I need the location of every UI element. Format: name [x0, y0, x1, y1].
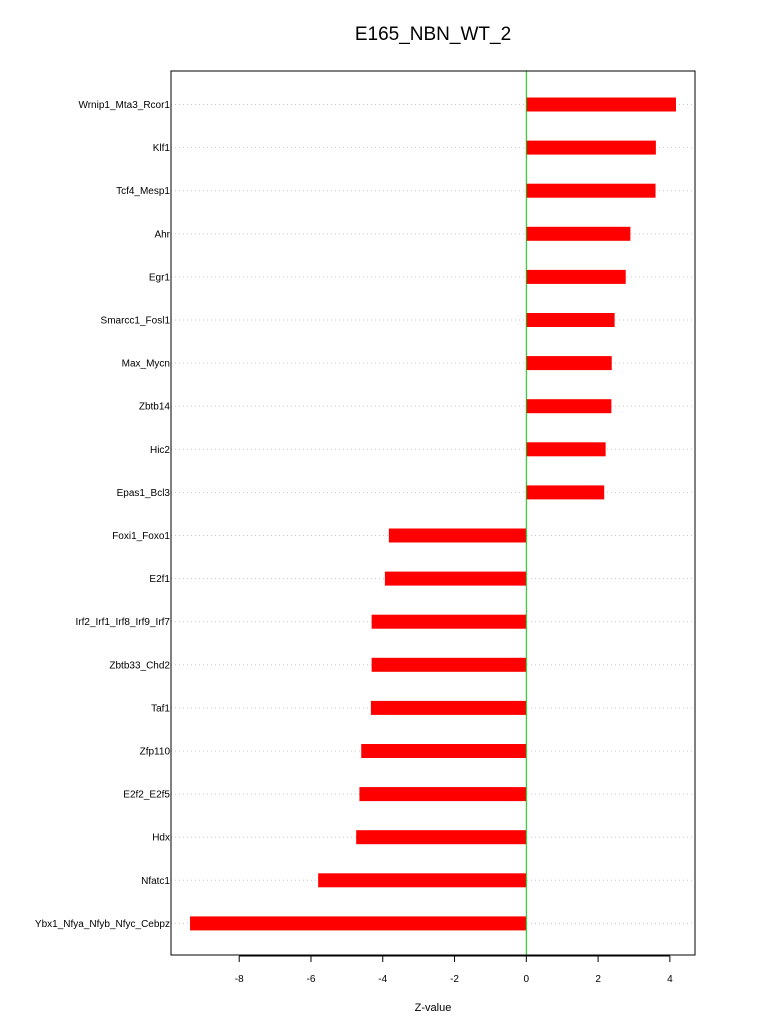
category-label: Egr1: [148, 272, 170, 284]
x-axis: [235, 956, 673, 985]
category-label: Ybx1_Nfya_Nfyb_Nfyc_Cebpz: [34, 918, 170, 930]
bar: [526, 356, 611, 370]
category-label: Zfp110: [139, 746, 170, 758]
bar: [385, 572, 526, 586]
x-tick-label: 2: [595, 974, 601, 985]
bar: [372, 615, 527, 629]
bar: [526, 141, 656, 155]
bar: [526, 227, 630, 241]
bar: [526, 98, 676, 112]
category-label: Klf1: [152, 143, 170, 155]
x-tick-label: -4: [378, 974, 388, 985]
category-label: Max_Mycn: [121, 358, 170, 370]
category-label: Smarcc1_Fosl1: [100, 315, 170, 327]
bar: [526, 184, 655, 198]
bar: [361, 744, 526, 758]
bars: [190, 98, 676, 931]
x-tick-label: -2: [450, 974, 459, 985]
bar: [318, 873, 526, 887]
bar: [526, 270, 625, 284]
category-label: Nfatc1: [141, 875, 170, 887]
category-label: Zbtb33_Chd2: [109, 660, 170, 672]
bar: [356, 830, 526, 844]
bar: [190, 916, 526, 930]
chart-title: E165_NBN_WT_2: [354, 24, 512, 45]
category-label: Hic2: [149, 444, 170, 456]
category-label: E2f2_E2f5: [123, 789, 170, 801]
x-tick-label: 4: [667, 974, 673, 985]
category-label: Epas1_Bcl3: [116, 487, 170, 499]
category-label: Ahr: [154, 229, 170, 241]
category-label: Irf2_Irf1_Irf8_Irf9_Irf7: [75, 617, 170, 629]
category-label: Taf1: [151, 703, 170, 715]
x-tick-label: -8: [234, 974, 244, 985]
bar: [526, 485, 604, 499]
category-label: Foxi1_Foxo1: [112, 531, 170, 542]
bar: [526, 313, 614, 327]
category-label: E2f1: [149, 574, 170, 586]
x-tick-label: 0: [523, 974, 530, 985]
x-tick-label: -6: [306, 974, 316, 985]
bar: [526, 399, 611, 413]
plot-frame: [171, 71, 695, 955]
bar: [371, 701, 526, 715]
category-label: Zbtb14: [138, 401, 170, 413]
category-label: Wrnip1_Mta3_Rcor1: [78, 100, 170, 111]
bar: [389, 529, 526, 543]
category-label: Hdx: [152, 832, 170, 844]
bar: [359, 787, 526, 801]
bar: [526, 442, 605, 456]
bar: [372, 658, 527, 672]
x-axis-label: Z-value: [414, 1002, 452, 1014]
category-label: Tcf4_Mesp1: [116, 186, 170, 198]
category-labels: [35, 100, 171, 930]
